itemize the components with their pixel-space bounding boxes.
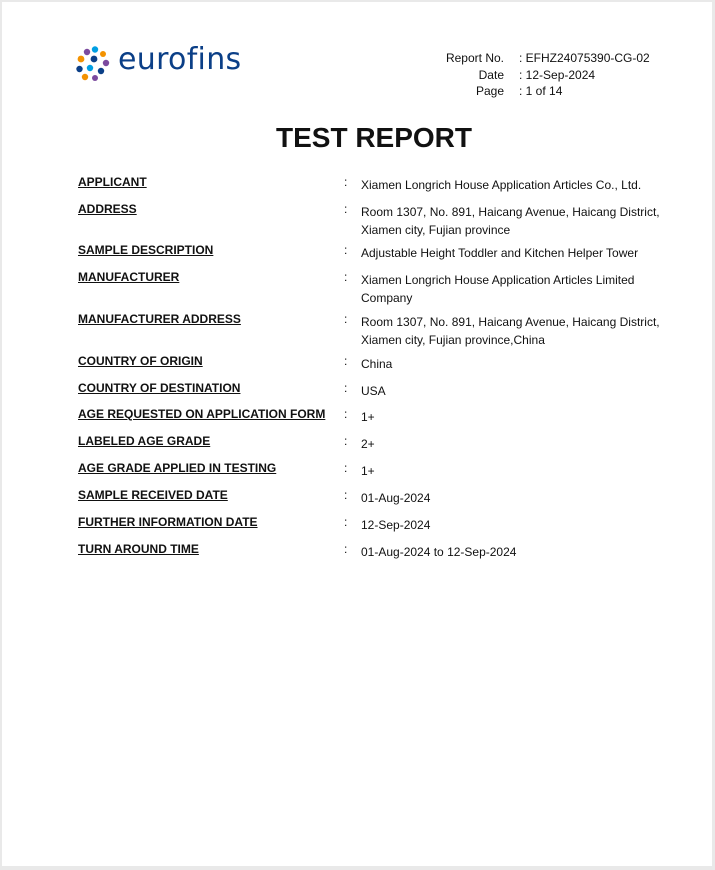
field-value: Room 1307, No. 891, Haicang Avenue, Haicang District, Xiamen city, Fujian province (361, 205, 660, 237)
page-label: Page (475, 84, 504, 98)
field-value: China (361, 357, 393, 371)
field-colon: : (344, 354, 348, 368)
field-label: COUNTRY OF DESTINATION (78, 381, 241, 395)
field-colon: : (344, 461, 348, 475)
field-colon: : (344, 175, 348, 189)
eurofins-dots-icon (76, 46, 112, 82)
eurofins-wordmark: eurofins (118, 42, 242, 77)
field-label: APPLICANT (78, 175, 147, 189)
field-colon: : (344, 243, 348, 257)
field-label: FURTHER INFORMATION DATE (78, 515, 258, 529)
field-value: 01-Aug-2024 to 12-Sep-2024 (361, 545, 517, 559)
field-colon: : (344, 202, 348, 216)
field-value: 1+ (361, 410, 375, 424)
field-value: Room 1307, No. 891, Haicang Avenue, Haicang District, Xiamen city, Fujian province,China (361, 315, 660, 347)
field-label: TURN AROUND TIME (78, 542, 199, 556)
field-value: USA (361, 384, 386, 398)
field-colon: : (344, 515, 348, 529)
report-meta-labels (446, 51, 504, 101)
field-colon: : (344, 312, 348, 326)
field-colon: : (344, 407, 348, 421)
report-no-label: Report No. (445, 51, 504, 65)
field-value: Xiamen Longrich House Application Articles Co., Ltd. (361, 178, 642, 192)
field-label: SAMPLE RECEIVED DATE (78, 488, 228, 502)
date-label: Date (478, 67, 504, 82)
field-value: 12-Sep-2024 (361, 518, 431, 532)
field-label: MANUFACTURER (78, 270, 180, 284)
field-label: MANUFACTURER ADDRESS (78, 312, 241, 326)
field-colon: : (344, 434, 348, 448)
field-colon: : (344, 381, 348, 395)
field-label: AGE REQUESTED ON APPLICATION FORM (78, 407, 326, 421)
field-label: LABELED AGE GRADE (78, 434, 211, 448)
field-value: 01-Aug-2024 (361, 491, 431, 505)
field-label: ADDRESS (78, 202, 137, 216)
field-value: Xiamen Longrich House Application Articles Limited Company (361, 273, 635, 305)
page-title: TEST REPORT (275, 122, 472, 153)
date-value: : 12-Sep-2024 (519, 67, 596, 82)
report-page (2, 2, 712, 866)
field-label: AGE GRADE APPLIED IN TESTING (78, 461, 277, 475)
field-value: Adjustable Height Toddler and Kitchen Helper Tower (361, 246, 639, 260)
field-value: 2+ (361, 437, 375, 451)
field-label: COUNTRY OF ORIGIN (78, 354, 203, 368)
field-colon: : (344, 542, 348, 556)
field-label: SAMPLE DESCRIPTION (78, 243, 214, 257)
report-no-value: : EFHZ24075390-CG-02 (519, 51, 650, 65)
report-meta-values (519, 51, 650, 101)
field-colon: : (344, 270, 348, 284)
field-value: 1+ (361, 464, 375, 478)
page-value: : 1 of 14 (519, 84, 563, 98)
field-colon: : (344, 488, 348, 502)
